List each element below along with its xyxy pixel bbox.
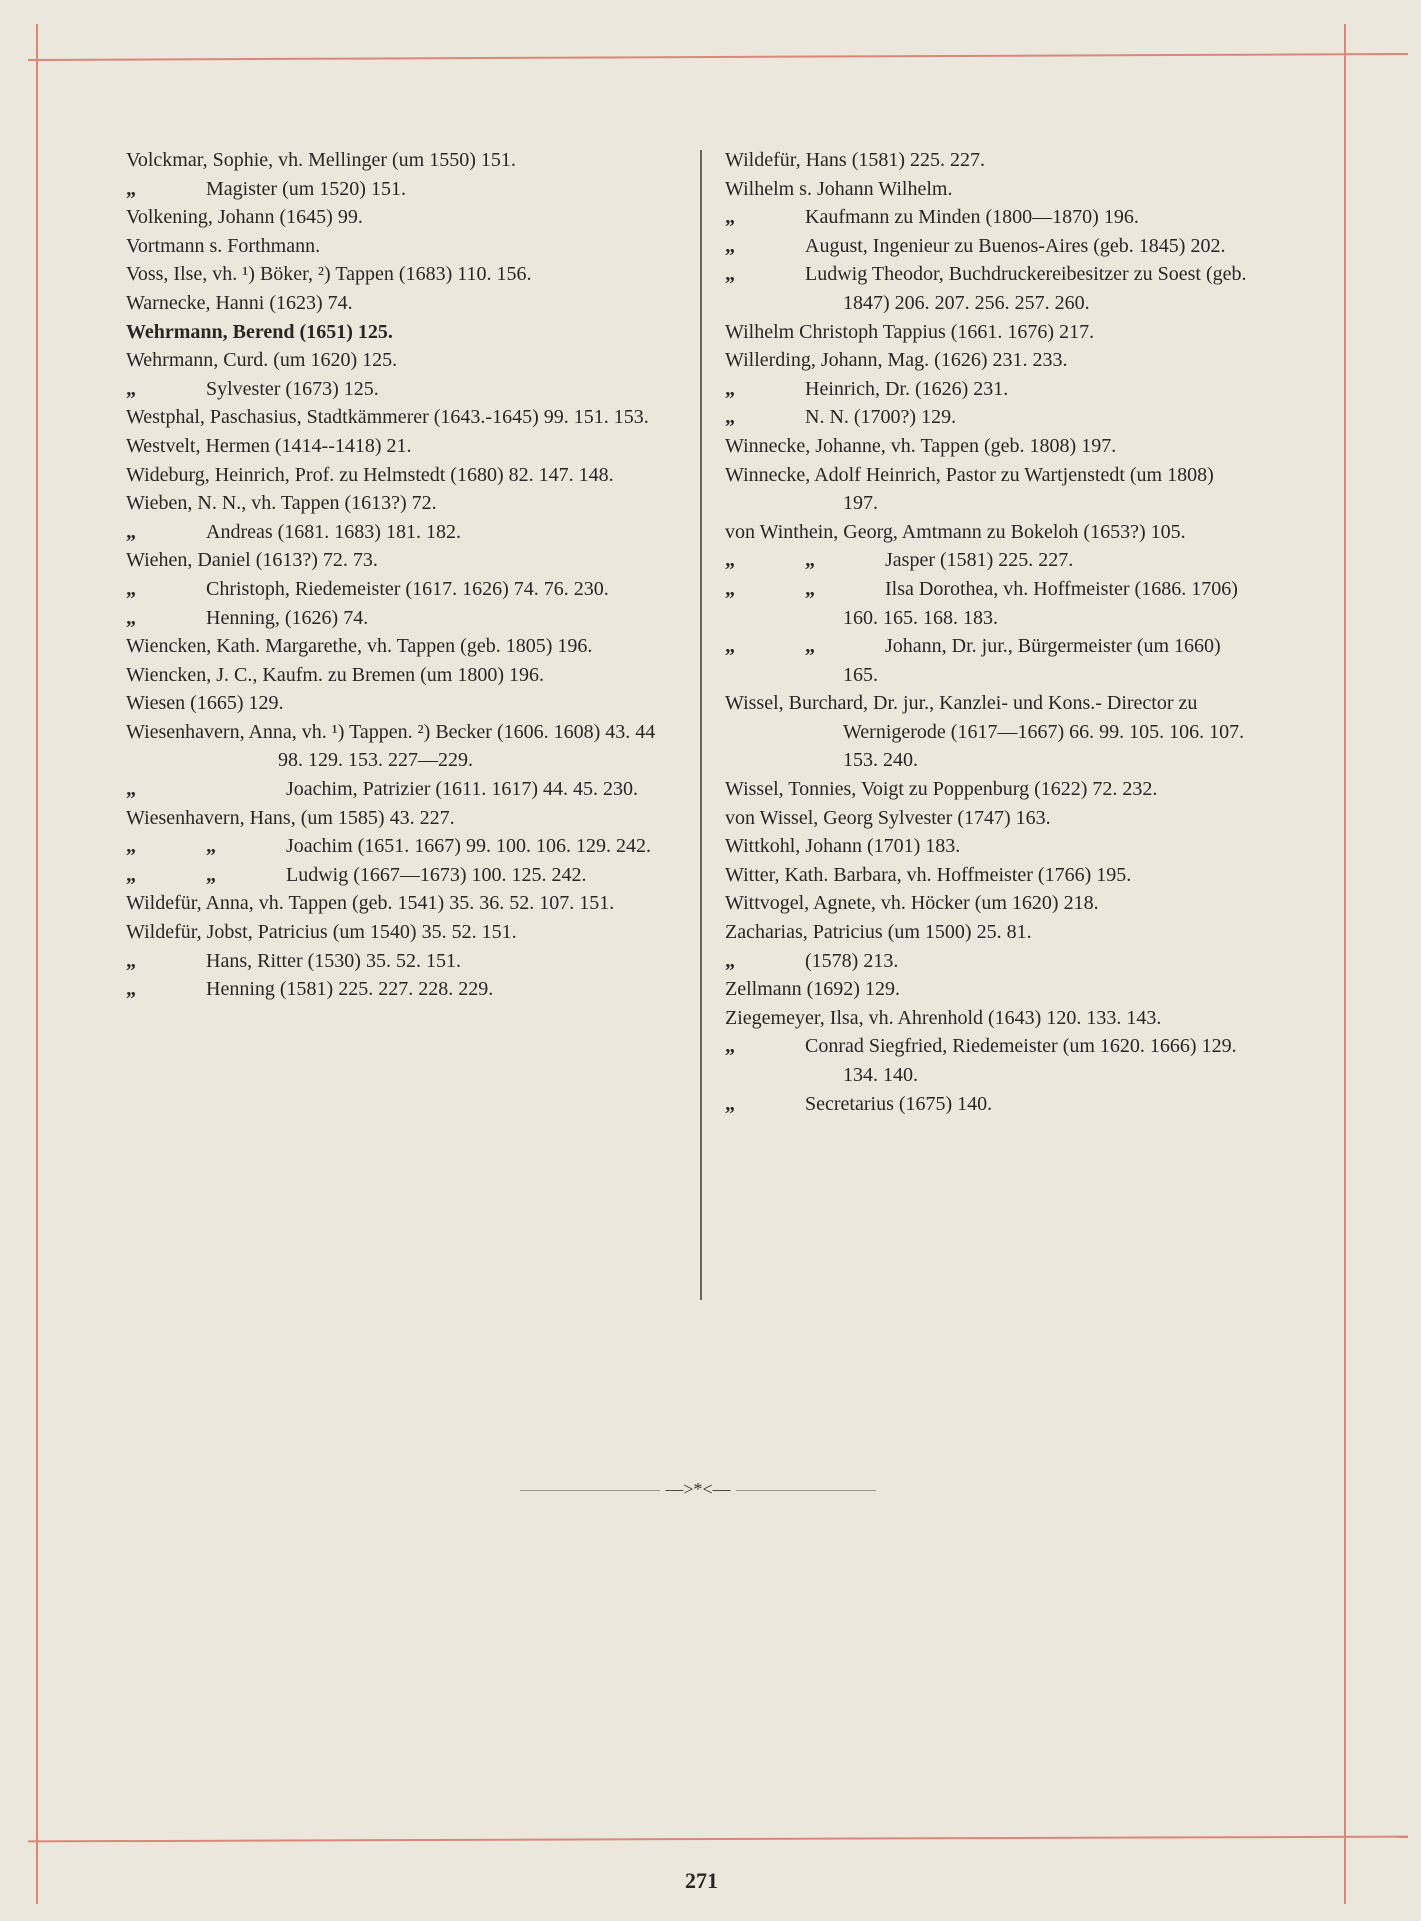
- index-subentry: „ „ Ludwig (1667—1673) 100. 125. 242.: [126, 861, 678, 890]
- index-entry: Wiencken, J. C., Kaufm. zu Bremen (um 1800) 196.: [126, 663, 544, 686]
- ditto-mark: „: [725, 577, 735, 600]
- ditto-mark: „: [805, 577, 815, 600]
- index-entry: Westvelt, Hermen (1414--1418) 21.: [126, 434, 412, 457]
- index-entry: Witter, Kath. Barbara, vh. Hoffmeister (1766) 195.: [725, 863, 1132, 886]
- section-ornament: [520, 1479, 880, 1499]
- index-entry: Wilhelm Christoph Tappius (1661. 1676) 217.: [725, 320, 1095, 343]
- index-entry: Westphal, Paschasius, Stadtkämmerer (1643.-1645) 99. 151. 153.: [126, 406, 649, 429]
- index-entry: Voss, Ilse, vh. ¹) Böker, ²) Tappen (1683) 110. 156.: [126, 263, 532, 286]
- index-entry: Ziegemeyer, Ilsa, vh. Ahrenhold (1643) 120. 133. 143.: [725, 1006, 1162, 1029]
- index-entry: Wehrmann, Curd. (um 1620) 125.: [126, 349, 398, 372]
- index-subentry: „ „ Ilsa Dorothea, vh. Hoffmeister (1686. 1706) 160. 165. 168. 183.: [725, 575, 1247, 632]
- index-subentry: „ Ludwig Theodor, Buchdruckereibesitzer zu Soest (geb. 1847) 206. 207. 256. 257. 260.: [725, 260, 1247, 317]
- ditto-mark: „: [725, 949, 735, 972]
- ditto-mark: „: [725, 549, 735, 572]
- ditto-mark: „: [725, 377, 735, 400]
- ditto-mark: „: [725, 1035, 735, 1058]
- ditto-mark: „: [805, 549, 815, 572]
- index-subentry: „ August, Ingenieur zu Buenos-Aires (geb. 1845) 202.: [725, 232, 1247, 261]
- index-entry: Wiesenhavern, Hans, (um 1585) 43. 227.: [126, 806, 455, 829]
- index-entry: Willerding, Johann, Mag. (1626) 231. 233.: [725, 349, 1068, 372]
- index-subentry: „ Magister (um 1520) 151.: [126, 175, 678, 204]
- ornament-glyph: —>*<—: [665, 1479, 731, 1499]
- index-subentry: „ Christoph, Riedemeister (1617. 1626) 74. 76. 230.: [126, 575, 678, 604]
- ditto-mark: „: [126, 377, 136, 400]
- ornament-line-left: [520, 1490, 660, 1491]
- ditto-mark: „: [725, 1092, 735, 1115]
- index-subentry: „ Henning (1581) 225. 227. 228. 229.: [126, 975, 678, 1004]
- index-subentry: „ Joachim, Patrizier (1611. 1617) 44. 45. 230.: [126, 775, 678, 804]
- ditto-mark: „: [126, 520, 136, 543]
- index-subentry: „ Andreas (1681. 1683) 181. 182.: [126, 518, 678, 547]
- ditto-mark: „: [126, 949, 136, 972]
- index-entry: Wildefür, Hans (1581) 225. 227.: [725, 149, 986, 171]
- ditto-mark: „: [126, 177, 136, 200]
- ditto-mark: „: [725, 635, 735, 658]
- index-entry: Wiehen, Daniel (1613?) 72. 73.: [126, 549, 378, 572]
- frame-rule-top: [28, 53, 1408, 61]
- index-entry: Wiesen (1665) 129.: [126, 692, 284, 715]
- column-divider: [700, 150, 702, 1300]
- ornament-line-right: [736, 1490, 876, 1491]
- page-number: 271: [685, 1868, 718, 1893]
- index-entry: Wiencken, Kath. Margarethe, vh. Tappen (geb. 1805) 196.: [126, 635, 593, 658]
- index-subentry: „ Conrad Siegfried, Riedemeister (um 1620. 1666) 129. 134. 140.: [725, 1032, 1247, 1089]
- index-entry: Winnecke, Adolf Heinrich, Pastor zu Wartjenstedt (um 1808) 197.: [725, 463, 1214, 515]
- ditto-mark: „: [805, 635, 815, 658]
- index-entry: Wehrmann, Berend (1651) 125.: [126, 320, 393, 343]
- index-entry: Volckmar, Sophie, vh. Mellinger (um 1550) 151.: [126, 149, 516, 171]
- index-subentry: „ Secretarius (1675) 140.: [725, 1090, 1247, 1119]
- index-subentry: „ (1578) 213.: [725, 947, 1247, 976]
- index-entry: Wittvogel, Agnete, vh. Höcker (um 1620) 218.: [725, 892, 1099, 915]
- index-entry: Wittkohl, Johann (1701) 183.: [725, 835, 961, 858]
- index-subentry: „ „ Joachim (1651. 1667) 99. 100. 106. 129. 242.: [126, 832, 678, 861]
- ditto-mark: „: [126, 835, 136, 858]
- index-entry: Zellmann (1692) 129.: [725, 978, 900, 1001]
- index-entry: von Winthein, Georg, Amtmann zu Bokeloh (1653?) 105.: [725, 520, 1186, 543]
- index-subentry: „ Henning, (1626) 74.: [126, 604, 678, 633]
- ditto-mark: „: [725, 263, 735, 286]
- index-subentry: „ „ Jasper (1581) 225. 227.: [725, 546, 1247, 575]
- index-entry: Wideburg, Heinrich, Prof. zu Helmstedt (1680) 82. 147. 148.: [126, 463, 614, 486]
- ditto-mark: „: [725, 206, 735, 229]
- index-subentry: „ „ Johann, Dr. jur., Bürgermeister (um 1660) 165.: [725, 632, 1247, 689]
- index-entry: Zacharias, Patricius (um 1500) 25. 81.: [725, 921, 1032, 944]
- index-entry: Wissel, Burchard, Dr. jur., Kanzlei- und Kons.- Director zu Wernigerode (1617—1667) 66. 99. 105. 106. 107. 153. 240.: [725, 692, 1245, 772]
- frame-rule-right: [1344, 24, 1346, 1904]
- frame-rule-bottom: [28, 1836, 1408, 1843]
- index-entry: Wissel, Tonnies, Voigt zu Poppenburg (1622) 72. 232.: [725, 778, 1158, 801]
- ditto-mark: „: [206, 863, 216, 886]
- index-subentry: „ Kaufmann zu Minden (1800—1870) 196.: [725, 203, 1247, 232]
- index-column-right: [725, 146, 1247, 1118]
- index-subentry: „ Sylvester (1673) 125.: [126, 375, 678, 404]
- index-entry: Vortmann s. Forthmann.: [126, 234, 321, 257]
- index-entry: Wiesenhavern, Anna, vh. ¹) Tappen. ²) Becker (1606. 1608) 43. 44 98. 129. 153. 227—229.: [126, 720, 656, 772]
- index-entry: Warnecke, Hanni (1623) 74.: [126, 291, 353, 314]
- index-entry: Volkening, Johann (1645) 99.: [126, 206, 363, 229]
- frame-rule-left: [36, 24, 38, 1904]
- index-entry: Wieben, N. N., vh. Tappen (1613?) 72.: [126, 492, 437, 515]
- index-entry: von Wissel, Georg Sylvester (1747) 163.: [725, 806, 1051, 829]
- ditto-mark: „: [126, 863, 136, 886]
- index-entry: Winnecke, Johanne, vh. Tappen (geb. 1808) 197.: [725, 434, 1117, 457]
- ditto-mark: „: [126, 577, 136, 600]
- ditto-mark: „: [725, 234, 735, 257]
- index-entry: Wildefür, Anna, vh. Tappen (geb. 1541) 35. 36. 52. 107. 151.: [126, 892, 615, 915]
- ditto-mark: „: [126, 606, 136, 629]
- index-subentry: „ Hans, Ritter (1530) 35. 52. 151.: [126, 947, 678, 976]
- index-column-left: [126, 146, 678, 1004]
- ditto-mark: „: [126, 778, 136, 801]
- index-entry: Wilhelm s. Johann Wilhelm.: [725, 177, 953, 200]
- ditto-mark: „: [126, 978, 136, 1001]
- index-subentry: „ N. N. (1700?) 129.: [725, 403, 1247, 432]
- ditto-mark: „: [725, 406, 735, 429]
- index-subentry: „ Heinrich, Dr. (1626) 231.: [725, 375, 1247, 404]
- ditto-mark: „: [206, 835, 216, 858]
- index-entry: Wildefür, Jobst, Patricius (um 1540) 35. 52. 151.: [126, 921, 517, 944]
